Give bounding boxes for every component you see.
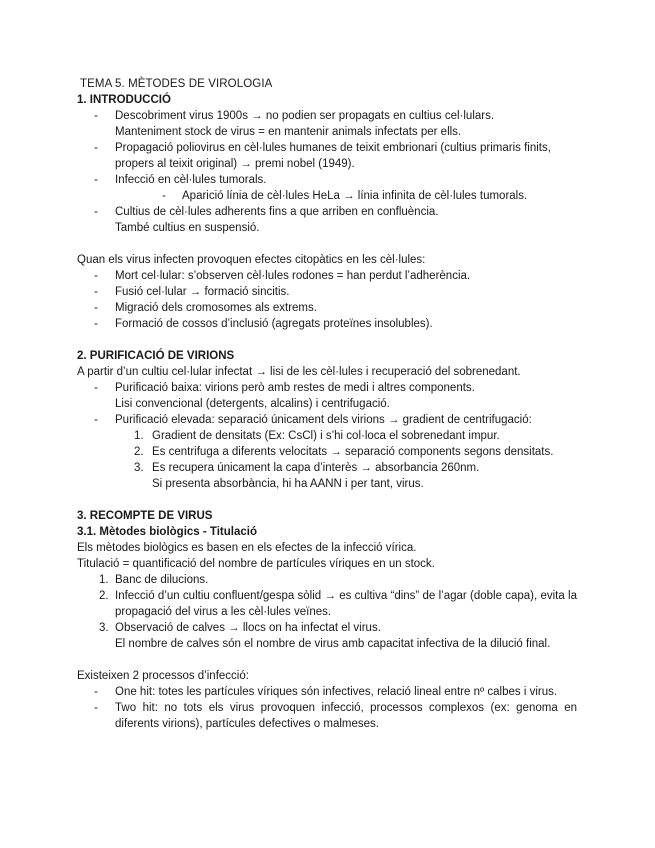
list-item bbox=[77, 108, 577, 124]
numbered-item bbox=[77, 620, 577, 636]
bullet-dash: - bbox=[94, 382, 98, 394]
bullet-dash: - bbox=[94, 142, 98, 154]
bullet-dash: - bbox=[94, 286, 98, 298]
section-1-heading: 1. INTRODUCCIÓ bbox=[77, 94, 171, 106]
bullet-dash: - bbox=[94, 174, 98, 186]
paragraph: Titulació = quantificació del nombre de partícules víriques en un stock. bbox=[77, 558, 435, 570]
item-number: 2. bbox=[99, 590, 109, 602]
bullet-dash: - bbox=[94, 206, 98, 218]
item-text: Es centrifuga a diferents velocitats → separació components segons densitats. bbox=[152, 446, 554, 458]
item-text: Two hit: no tots els virus provoquen infecció, processos complexos (ex: genoma en diferents virions), partícules defectives o malmeses. bbox=[115, 702, 577, 730]
item-number: 1. bbox=[134, 430, 144, 442]
list-item bbox=[77, 380, 577, 396]
list-item bbox=[77, 300, 577, 316]
item-continuation: També cultius en suspensió. bbox=[115, 222, 260, 234]
list-item bbox=[77, 172, 577, 188]
bullet-dash: - bbox=[162, 190, 166, 202]
numbered-item bbox=[77, 460, 577, 476]
item-continuation: El nombre de calves són el nombre de virus amb capacitat infectiva de la dilució final. bbox=[115, 638, 551, 650]
bullet-dash: - bbox=[94, 702, 98, 714]
item-text: Es recupera únicament la capa d’interès → absorbancia 260nm. bbox=[152, 462, 480, 474]
list-item bbox=[77, 268, 577, 284]
numbered-item bbox=[77, 572, 577, 588]
item-text: Migració dels cromosomes als extrems. bbox=[115, 302, 317, 314]
item-text: Purificació elevada: separació únicament dels virions → gradient de centrifugació: bbox=[115, 414, 532, 426]
paragraph: A partir d’un cultiu cel·lular infectat → lisi de les cèl·lules i recuperació del sobrenedant. bbox=[77, 366, 521, 378]
item-continuation: Si presenta absorbància, hi ha AANN i per tant, virus. bbox=[152, 478, 424, 490]
item-text: Propagació poliovirus en cèl·lules humanes de teixit embrionari (cultius primaris finits, bbox=[115, 142, 551, 154]
paragraph: Els mètodes biològics es basen en els efectes de la infecció vírica. bbox=[77, 542, 417, 554]
item-text: Banc de dilucions. bbox=[115, 574, 209, 586]
list-item bbox=[77, 700, 577, 732]
bullet-dash: - bbox=[94, 686, 98, 698]
list-item bbox=[77, 412, 577, 428]
item-text: Fusió cel·lular → formació sincitis. bbox=[115, 286, 290, 298]
sub-list-item bbox=[77, 188, 577, 204]
bullet-dash: - bbox=[94, 270, 98, 282]
item-number: 2. bbox=[134, 446, 144, 458]
document-page bbox=[77, 76, 577, 732]
item-text: Infecció en cèl·lules tumorals. bbox=[115, 174, 267, 186]
section-3-1-heading: 3.1. Mètodes biològics - Titulació bbox=[77, 526, 257, 538]
list-item bbox=[77, 684, 577, 700]
item-text: Cultius de cèl·lules adherents fins a que arriben en confluència. bbox=[115, 206, 439, 218]
list-item bbox=[77, 284, 577, 300]
bullet-dash: - bbox=[94, 414, 98, 426]
item-text: Gradient de densitats (Ex: CsCl) i s’hi col·loca el sobrenedant impur. bbox=[152, 430, 500, 442]
item-number: 3. bbox=[99, 622, 109, 634]
item-continuation: propers al teixit original) → premi nobel (1949). bbox=[115, 158, 355, 170]
item-continuation: Lisi convencional (detergents, alcalins) i centrifugació. bbox=[115, 398, 390, 410]
list-item bbox=[77, 140, 577, 156]
item-text: Purificació baixa: virions però amb restes de medi i altres components. bbox=[115, 382, 475, 394]
item-text: Formació de cossos d’inclusió (agregats proteïnes insolubles). bbox=[115, 318, 433, 330]
paragraph: Quan els virus infecten provoquen efectes citopàtics en les cèl·lules: bbox=[77, 254, 426, 266]
list-item bbox=[77, 204, 577, 220]
list-item bbox=[77, 316, 577, 332]
numbered-item bbox=[77, 444, 577, 460]
paragraph: Existeixen 2 processos d’infecció: bbox=[77, 670, 249, 682]
item-continuation: Manteniment stock de virus = en mantenir animals infectats per ells. bbox=[115, 126, 462, 138]
item-text: One hit: totes les partícules víriques són infectives, relació lineal entre nº calbes i virus. bbox=[115, 686, 558, 698]
section-2-heading: 2. PURIFICACIÓ DE VIRIONS bbox=[77, 350, 235, 362]
item-text: Aparició línia de cèl·lules HeLa → línia infinita de cèl·lules tumorals. bbox=[182, 190, 528, 202]
item-text: Observació de calves → llocs on ha infectat el virus. bbox=[115, 622, 381, 634]
numbered-item bbox=[77, 588, 577, 620]
item-number: 1. bbox=[99, 574, 109, 586]
item-number: 3. bbox=[134, 462, 144, 474]
document-title: TEMA 5. MÈTODES DE VIROLOGIA bbox=[80, 78, 273, 90]
bullet-dash: - bbox=[94, 318, 98, 330]
item-text: Infecció d’un cultiu confluent/gespa sòlid → es cultiva “dins” de l’agar (doble capa), evita la propagació del virus a les cèl·lules veïnes. bbox=[115, 590, 577, 618]
section-3-heading: 3. RECOMPTE DE VIRUS bbox=[77, 510, 213, 522]
bullet-dash: - bbox=[94, 302, 98, 314]
bullet-dash: - bbox=[94, 110, 98, 122]
item-text: Mort cel·lular: s’observen cèl·lules rodones = han perdut l’adherència. bbox=[115, 270, 471, 282]
numbered-item bbox=[77, 428, 577, 444]
item-text: Descobriment virus 1900s → no podien ser propagats en cultius cel·lulars. bbox=[115, 110, 495, 122]
